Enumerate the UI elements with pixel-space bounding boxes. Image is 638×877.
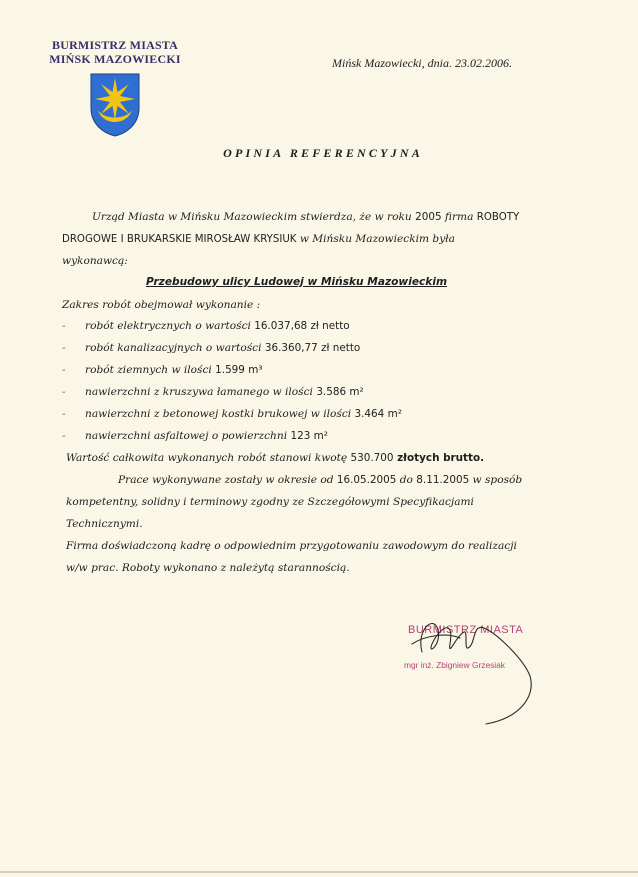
issuer-name-line1: BURMISTRZ MIASTA <box>52 38 178 52</box>
intro-line-3: wykonawcą: <box>62 255 128 267</box>
intro-text-b: firma <box>441 211 477 223</box>
issuer-header <box>30 38 200 142</box>
issuer-name-line2: MIŃSK MAZOWIECKI <box>49 52 181 66</box>
item-value: 3.464 <box>354 408 385 420</box>
period-to: 8.11.2005 <box>416 474 470 486</box>
item-value: 3.586 <box>316 386 347 398</box>
list-item <box>85 364 263 376</box>
list-item <box>85 408 402 420</box>
item-text: nawierzchni asfaltowej o powierzchni <box>85 430 291 442</box>
intro-line-1 <box>92 210 592 225</box>
list-item <box>85 386 364 398</box>
item-unit: m² <box>346 386 364 398</box>
stamp-name: mgr inż. Zbigniew Grzesiak <box>404 660 505 670</box>
period-line <box>118 473 618 487</box>
closing-line-2: w/w prac. Roboty wykonano z należytą starannością. <box>66 562 350 574</box>
list-dash: - <box>62 386 66 398</box>
total-text: Wartość całkowita wykonanych robót stanowi kwotę <box>66 452 351 464</box>
item-text: robót kanalizacyjnych o wartości <box>85 342 265 354</box>
intro-text-a: Urząd Miasta w Mińsku Mazowieckim stwierdza, że w roku <box>92 211 416 223</box>
list-dash: - <box>62 408 66 420</box>
handwritten-signature <box>394 600 554 730</box>
item-unit: m³ <box>244 364 263 376</box>
scope-line: Zakres robót obejmował wykonanie : <box>62 299 261 311</box>
item-text: robót elektrycznych o wartości <box>85 320 255 332</box>
project-name: Przebudowy ulicy Ludowej w Mińsku Mazowieckim <box>146 276 448 288</box>
total-currency: złotych brutto. <box>393 452 485 464</box>
item-text: nawierzchni z betonowej kostki brukowej w ilości <box>85 408 355 420</box>
coat-of-arms-icon <box>89 72 141 138</box>
item-value: 16.037,68 <box>254 320 308 332</box>
item-unit: zł netto <box>307 320 350 332</box>
item-unit: m² <box>384 408 402 420</box>
item-value: 123 <box>290 430 311 442</box>
stamp-title: BURMISTRZ MIASTA <box>408 624 524 636</box>
period-text-mid: do <box>396 474 417 486</box>
period-text-a: Prace wykonywane zostały w okresie od <box>118 474 337 486</box>
list-dash: - <box>62 430 66 442</box>
firm-name-part1: ROBOTY <box>476 212 520 223</box>
closing-line-1: Firma doświadczoną kadrę o odpowiednim przygotowaniu zawodowym do realizacji <box>66 540 517 552</box>
item-text: nawierzchni z kruszywa łamanego w ilości <box>85 386 317 398</box>
period-from: 16.05.2005 <box>336 474 397 486</box>
intro-text-c: w Mińsku Mazowieckim była <box>296 233 455 245</box>
date-line: Mińsk Mazowiecki, dnia. 23.02.2006. <box>332 56 512 70</box>
quality-line-2: Technicznymi. <box>66 518 143 530</box>
document-title: OPINIA REFERENCYJNA <box>223 146 423 160</box>
intro-line-2 <box>62 232 562 247</box>
list-dash: - <box>62 364 66 376</box>
item-text: robót ziemnych w ilości <box>85 364 216 376</box>
item-value: 36.360,77 <box>264 342 318 354</box>
quality-line-1: kompetentny, solidny i terminowy zgodny ze Szczegółowymi Specyfikacjami <box>66 496 474 508</box>
list-dash: - <box>62 342 66 354</box>
list-item <box>85 342 360 354</box>
item-value: 1.599 <box>215 364 245 376</box>
total-value-line <box>66 451 566 465</box>
firm-name-part2: DROGOWE I BRUKARSKIE MIROSŁAW KRYSIUK <box>62 234 297 245</box>
list-item <box>85 320 350 332</box>
list-dash: - <box>62 320 66 332</box>
page-bottom-edge <box>0 871 638 873</box>
item-unit: m² <box>310 430 328 442</box>
period-text-b: w sposób <box>469 474 523 486</box>
intro-year: 2005 <box>415 211 442 223</box>
item-unit: zł netto <box>317 342 361 354</box>
total-amount: 530.700 <box>350 452 394 464</box>
list-item <box>85 430 328 442</box>
